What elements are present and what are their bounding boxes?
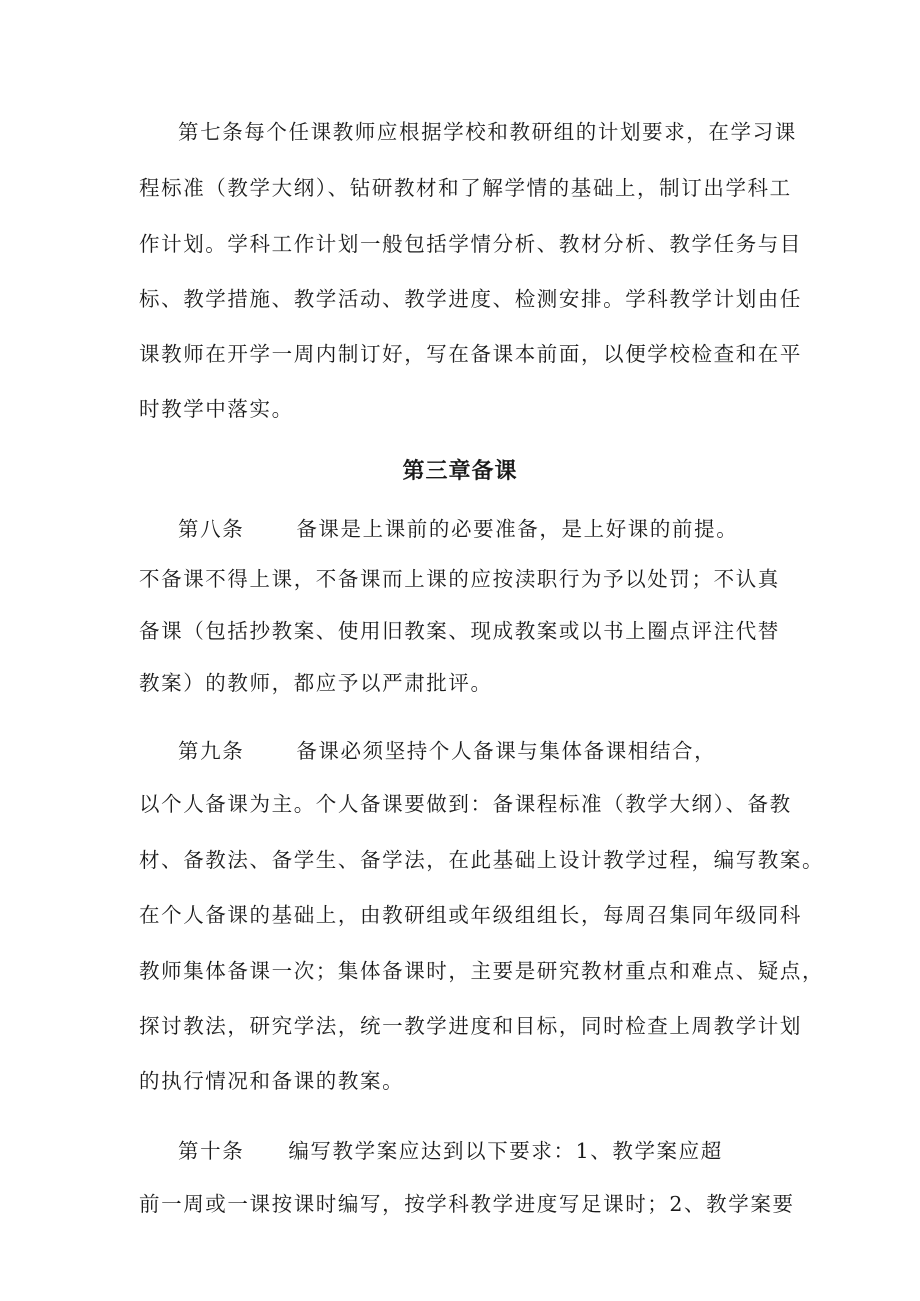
- article-9-line-7: 的执行情况和备课的教案。: [139, 1069, 405, 1093]
- article-10-number: 第十条: [178, 1139, 245, 1163]
- article-9-first-text: 备课必须坚持个人备课与集体备课相结合，: [296, 739, 717, 763]
- article-9-line-6: 探讨教法，研究学法，统一教学进度和目标，同时检查上周教学计划: [139, 1014, 802, 1038]
- article-9-line-2: 以个人备课为主。个人备课要做到：备课程标准（教学大纲）、备教: [139, 792, 792, 816]
- article-10-first-line: [178, 1137, 723, 1165]
- article-7-line-4: 标、教学措施、教学活动、教学进度、检测安排。学科教学计划由任: [139, 287, 802, 311]
- article-7-line-3: 作计划。学科工作计划一般包括学情分析、教材分析、教学任务与目: [139, 232, 802, 256]
- article-8-line-3: 备课（包括抄教案、使用旧教案、现成教案或以书上圈点评注代替: [139, 619, 780, 643]
- article-8-line-4: 教案）的教师，都应予以严肃批评。: [139, 671, 493, 695]
- article-8-first-line: [178, 515, 738, 543]
- article-9-line-4: 在个人备课的基础上，由教研组或年级组组长，每周召集同年级同科: [139, 903, 802, 927]
- article-10-first-text: 编写教学案应达到以下要求：1、教学案应超: [288, 1139, 723, 1163]
- article-9-line-5: 教师集体备课一次；集体备课时，主要是研究教材重点和难点、疑点，: [139, 959, 825, 983]
- article-9-number: 第九条: [178, 739, 245, 763]
- article-7-line-2: 程标准（教学大纲）、钻研教材和了解学情的基础上，制订出学科工: [139, 176, 792, 200]
- article-8-first-text: 备课是上课前的必要准备，是上好课的前提。: [296, 517, 739, 541]
- article-10-line-2: 前一周或一课按课时编写，按学科教学进度写足课时；2、教学案要: [139, 1192, 795, 1216]
- article-7-line-6: 时教学中落实。: [139, 397, 294, 421]
- article-7-line-1: 第七条每个任课教师应根据学校和教研组的计划要求，在学习课: [178, 120, 797, 144]
- article-9-first-line: [178, 737, 716, 765]
- article-7-line-5: 课教师在开学一周内制订好，写在备课本前面，以便学校检查和在平: [139, 342, 802, 366]
- article-9-line-3: 材、备教法、备学生、备学法，在此基础上设计教学过程，编写教案。: [139, 848, 825, 872]
- article-8-line-2: 不备课不得上课，不备课而上课的应按渎职行为予以处罚；不认真: [139, 567, 780, 591]
- article-8-number: 第八条: [178, 517, 245, 541]
- chapter-title: 第三章备课: [402, 459, 518, 484]
